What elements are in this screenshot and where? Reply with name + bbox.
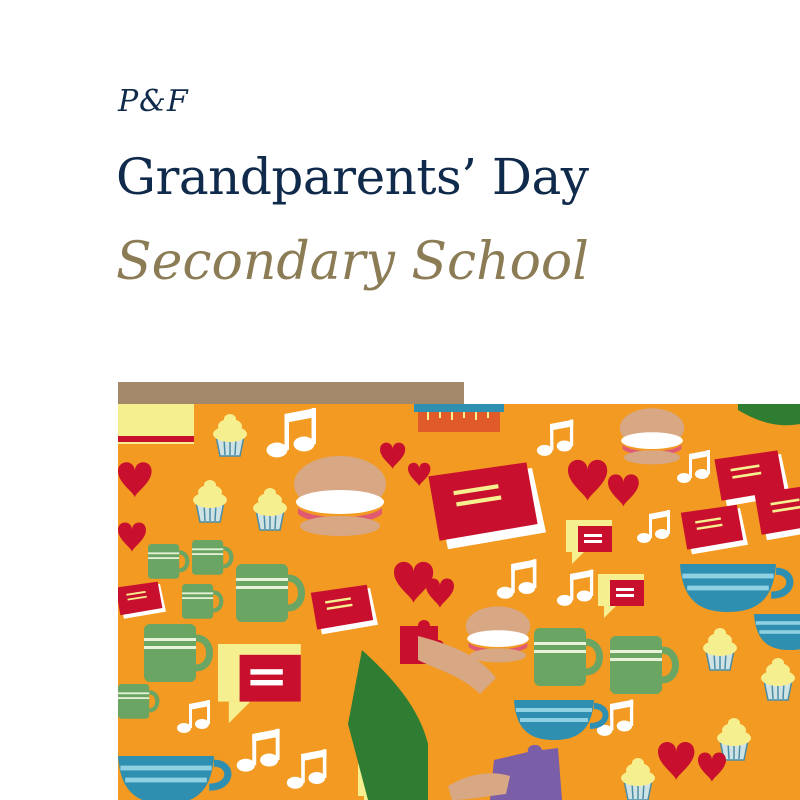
pattern-illustration [118, 404, 800, 800]
page-subtitle: Secondary School [116, 232, 589, 292]
ruler-icon [418, 412, 500, 432]
organization-label: P&F [118, 84, 189, 119]
decorative-strip [414, 404, 504, 412]
accent-bar [118, 382, 464, 404]
book-icon [118, 404, 194, 444]
illustration-panel [118, 404, 800, 800]
page-title: Grandparents’ Day [116, 148, 589, 206]
